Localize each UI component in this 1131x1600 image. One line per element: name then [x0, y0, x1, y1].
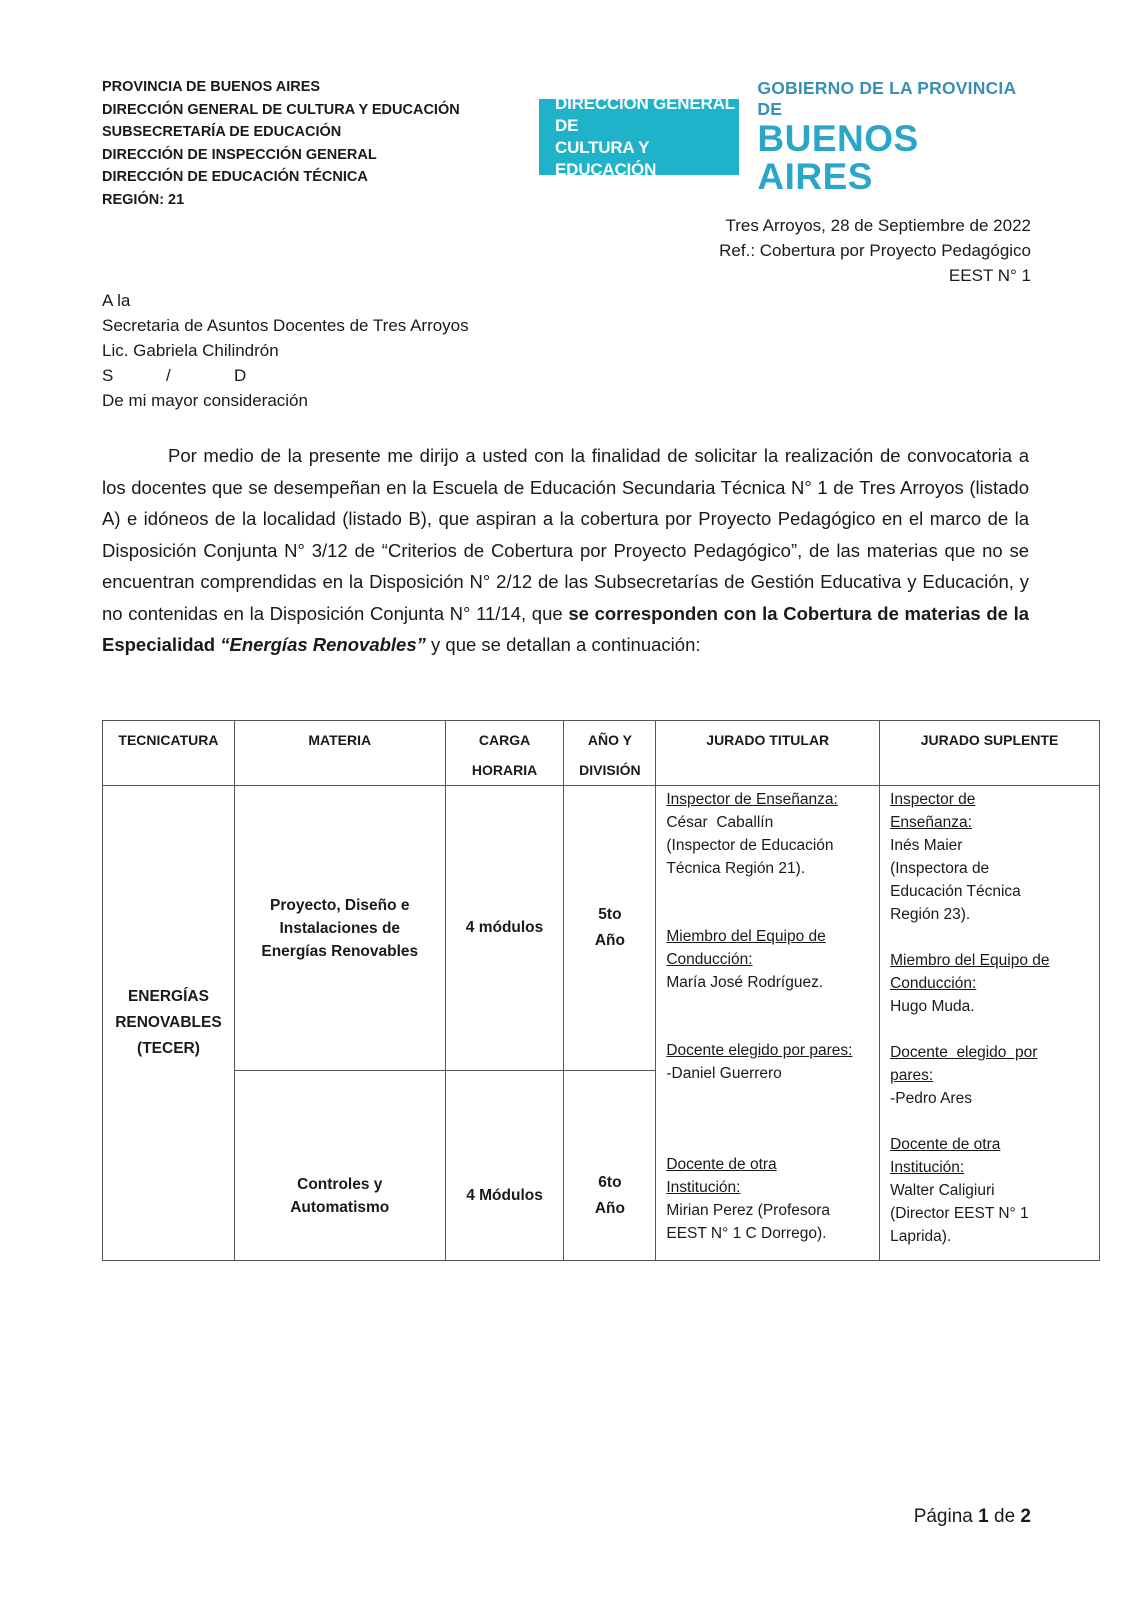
anio-cell: 5to Año	[564, 786, 656, 1071]
page-number: Página 1 de 2	[913, 1506, 1031, 1527]
header-tecnicatura: TECNICATURA	[103, 721, 235, 786]
jurado-titular-cell: Inspector de Enseñanza: César Caballín (Inspector de Educación Técnica Región 21). Miembro del Equipo de Conducción: María José Rodríguez. Docente elegido por pares: -Daniel Guerrero Docente de otra Institución: Mirian Perez (Profesora EEST N° 1 C Dorrego).	[656, 786, 880, 1261]
jurado-suplente-cell: Inspector de Enseñanza: Inés Maier (Inspectora de Educación Técnica Región 23). Miembro del Equipo de Conducción: Hugo Muda. Docente elegido por pares: -Pedro Ares Docente de otra Institución: Walter Caligiuri (Director EEST N° 1 Laprida).	[880, 786, 1100, 1261]
body-paragraph: Por medio de la presente me dirijo a usted con la finalidad de solicitar la realización de convocatoria a los docentes que se desempeñan en la Escuela de Educación Secundaria Técnica N° 1 de Tres Arroyos (listado A) e idóneos de la localidad (listado B), que aspiran a la cobertura por Proyecto Pedagógico en el marco de la Disposición Conjunta N° 3/12 de “Criterios de Cobertura por Proyecto Pedagógico”, de las materias que no se encuentran comprendidas en la Disposición N° 2/12 de las Subsecretarías de Gestión Educativa y Educación, y no contenidas en la Disposición Conjunta N° 11/14, que se corresponden con la Cobertura de materias de la Especialidad “Energías Renovables” y que se detallan a continuación:	[102, 445, 1030, 655]
school-line: EEST N° 1	[948, 266, 1031, 285]
letterhead-line: REGIÓN: 21	[102, 191, 185, 208]
materia-cell: Controles y Automatismo	[234, 1071, 445, 1261]
materia-cell: Proyecto, Diseño e Instalaciones de Energías Renovables	[234, 786, 445, 1071]
sd-line: S / D	[102, 366, 247, 385]
letterhead-line: SUBSECRETARÍA DE EDUCACIÓN	[102, 124, 342, 140]
header-carga: CARGA HORARIA	[445, 721, 564, 786]
header-materia: MATERIA	[234, 721, 445, 786]
letter-body	[102, 440, 1029, 661]
header-jurado-suplente: JURADO SUPLENTE	[880, 721, 1100, 786]
reference-block	[719, 213, 1031, 288]
logo-box: DIRECCIÓN GENERAL DE CULTURA Y EDUCACIÓN	[539, 99, 739, 175]
carga-cell: 4 Módulos	[445, 1071, 564, 1261]
letterhead-line: DIRECCIÓN DE EDUCACIÓN TÉCNICA	[102, 169, 368, 185]
header-anio: AÑO Y DIVISIÓN	[564, 721, 656, 786]
table-row	[103, 786, 1100, 1071]
addressee-block: A la Secretaria de Asuntos Docentes de Tres Arroyos Lic. Gabriela Chilindrón S / D De mi mayor consideración	[102, 291, 469, 410]
subject-line: Ref.: Cobertura por Proyecto Pedagógico	[719, 241, 1031, 260]
tecnicatura-cell: ENERGÍAS RENOVABLES (TECER)	[103, 786, 235, 1261]
carga-cell: 4 módulos	[445, 786, 564, 1071]
logo-wordmark: GOBIERNO DE LA PROVINCIA DE BUENOS AIRES	[757, 78, 1016, 197]
coverage-table	[102, 720, 1100, 1261]
letterhead-line: PROVINCIA DE BUENOS AIRES	[102, 79, 321, 95]
header-jurado-titular: JURADO TITULAR	[656, 721, 880, 786]
government-logo	[539, 78, 1019, 197]
letterhead-line: DIRECCIÓN GENERAL DE CULTURA Y EDUCACIÓN	[102, 101, 460, 118]
table-header-row	[103, 721, 1100, 786]
letterhead-line: DIRECCIÓN DE INSPECCIÓN GENERAL	[102, 146, 377, 163]
anio-cell: 6to Año	[564, 1071, 656, 1261]
letterhead	[102, 76, 460, 211]
date-line: Tres Arroyos, 28 de Septiembre de 2022	[725, 216, 1031, 235]
